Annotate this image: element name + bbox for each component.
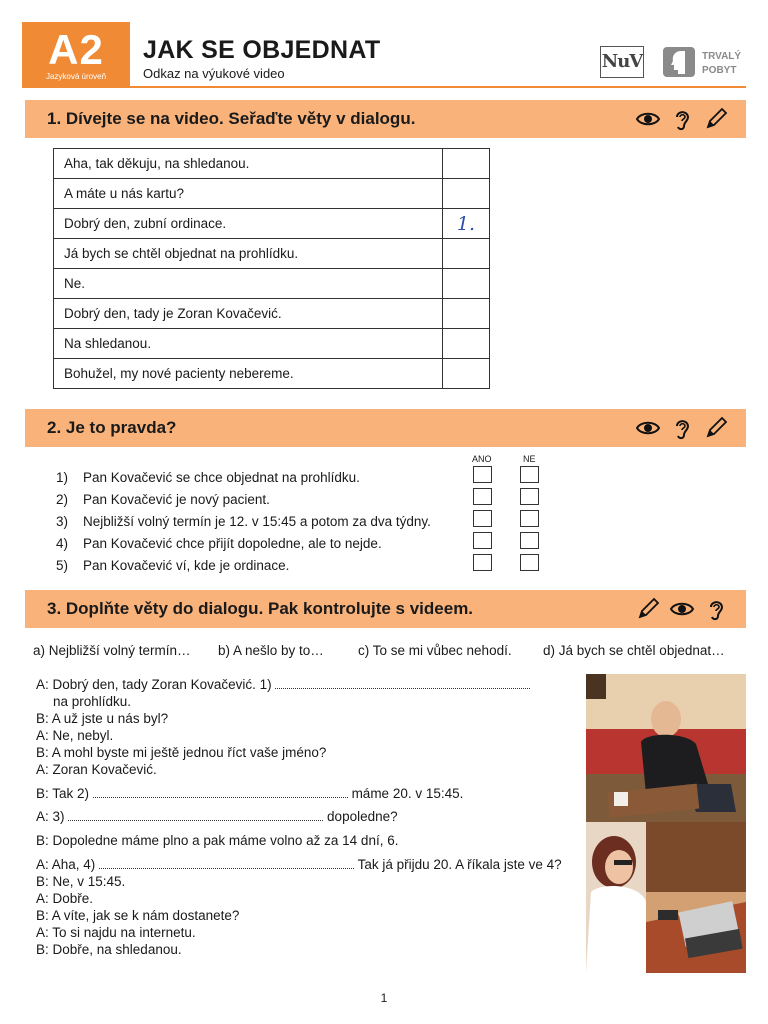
ordering-table bbox=[53, 148, 490, 389]
option-d: d) Já bych se chtěl objednat… bbox=[543, 643, 725, 658]
statement-row bbox=[56, 558, 289, 573]
table-row bbox=[54, 329, 490, 359]
table-row bbox=[54, 209, 490, 239]
dialogue-line-1 bbox=[36, 676, 530, 693]
pencil-icon bbox=[704, 416, 728, 440]
blank-1[interactable] bbox=[275, 677, 530, 689]
ear-icon bbox=[670, 107, 694, 131]
dialogue-line-11: A: Dobře. bbox=[36, 891, 94, 906]
option-c: c) To se mi vůbec nehodí. bbox=[358, 643, 512, 658]
section1-title: 1. Dívejte se na video. Seřaďte věty v dialogu. bbox=[47, 109, 416, 128]
dialogue-line-1b: na prohlídku. bbox=[53, 694, 132, 709]
dialogue-text: A: Dobrý den, tady Zoran Kovačević. 1) bbox=[36, 677, 272, 692]
dialogue-line-8: B: Dopoledne máme plno a pak máme volno až za 14 dní, 6. bbox=[36, 833, 399, 848]
sentence-cell: Dobrý den, zubní ordinace. bbox=[54, 209, 443, 239]
dialogue-line-14: B: Dobře, na shledanou. bbox=[36, 942, 182, 957]
section3-icons bbox=[636, 597, 728, 621]
statement-number: 4) bbox=[56, 536, 69, 551]
no-checkbox[interactable] bbox=[520, 532, 539, 549]
sentence-cell: Na shledanou. bbox=[54, 329, 443, 359]
blank-4[interactable] bbox=[99, 857, 354, 869]
statement-text: Pan Kovačević chce přijít dopoledne, ale to nejde. bbox=[83, 536, 382, 551]
no-checkbox[interactable] bbox=[520, 554, 539, 571]
page-title: JAK SE OBJEDNAT bbox=[143, 36, 381, 64]
order-number-cell[interactable] bbox=[443, 299, 490, 329]
section1-icons bbox=[636, 107, 728, 131]
statement-row bbox=[56, 470, 360, 485]
no-checkbox[interactable] bbox=[520, 488, 539, 505]
blank-3[interactable] bbox=[68, 809, 323, 821]
sentence-cell: A máte u nás kartu? bbox=[54, 179, 443, 209]
statement-number: 2) bbox=[56, 492, 69, 507]
statement-text: Nejbližší volný termín je 12. v 15:45 a potom za dva týdny. bbox=[83, 514, 431, 529]
table-row bbox=[54, 239, 490, 269]
section3-bar bbox=[25, 590, 746, 628]
dialogue-line-7 bbox=[36, 808, 398, 825]
yes-checkbox[interactable] bbox=[473, 532, 492, 549]
ear-icon bbox=[670, 416, 694, 440]
dialogue-text: dopoledne? bbox=[327, 809, 398, 824]
dialogue-text: B: Tak 2) bbox=[36, 786, 90, 801]
eye-icon bbox=[636, 416, 660, 440]
table-row bbox=[54, 149, 490, 179]
ear-icon bbox=[704, 597, 728, 621]
statement-text: Pan Kovačević ví, kde je ordinace. bbox=[83, 558, 290, 573]
statement-number: 3) bbox=[56, 514, 69, 529]
trvaly-pobyt-logo-icon bbox=[663, 47, 695, 77]
section3-title: 3. Doplňte věty do dialogu. Pak kontrolujte s videem. bbox=[47, 599, 474, 618]
eye-icon bbox=[636, 107, 660, 131]
yes-checkbox[interactable] bbox=[473, 510, 492, 527]
order-number-cell[interactable]: 1. bbox=[443, 209, 490, 239]
dialogue-line-10: B: Ne, v 15:45. bbox=[36, 874, 126, 889]
dialogue-line-5: A: Zoran Kovačević. bbox=[36, 762, 157, 777]
no-checkbox[interactable] bbox=[520, 466, 539, 483]
sentence-cell: Bohužel, my nové pacienty nebereme. bbox=[54, 359, 443, 389]
dialogue-text: A: 3) bbox=[36, 809, 65, 824]
table-row bbox=[54, 299, 490, 329]
table-row bbox=[54, 269, 490, 299]
sentence-cell: Já bych se chtěl objednat na prohlídku. bbox=[54, 239, 443, 269]
photo-woman-at-desk bbox=[586, 822, 746, 973]
option-a: a) Nejbližší volný termín… bbox=[33, 643, 191, 658]
sentence-cell: Aha, tak děkuju, na shledanou. bbox=[54, 149, 443, 179]
dialogue-line-3: A: Ne, nebyl. bbox=[36, 728, 114, 743]
statement-row bbox=[56, 536, 382, 551]
yes-checkbox[interactable] bbox=[473, 488, 492, 505]
level-subtitle: Jazyková úroveň bbox=[45, 72, 107, 81]
blank-2[interactable] bbox=[93, 786, 348, 798]
logo-text-line1: TRVALÝ bbox=[702, 51, 742, 62]
option-b: b) A nešlo by to… bbox=[218, 643, 324, 658]
section1-bar bbox=[25, 100, 746, 138]
dialogue-line-12: B: A víte, jak se k nám dostanete? bbox=[36, 908, 240, 923]
eye-icon bbox=[670, 597, 694, 621]
order-number-cell[interactable] bbox=[443, 359, 490, 389]
dialogue-line-4: B: A mohl byste mi ještě jednou říct vaše jméno? bbox=[36, 745, 327, 760]
sentence-cell: Ne. bbox=[54, 269, 443, 299]
no-checkbox[interactable] bbox=[520, 510, 539, 527]
order-number-cell[interactable] bbox=[443, 179, 490, 209]
dialogue-line-6 bbox=[36, 785, 463, 802]
dialogue-text: A: Aha, 4) bbox=[36, 857, 96, 872]
yes-checkbox[interactable] bbox=[473, 554, 492, 571]
statement-number: 1) bbox=[56, 470, 69, 485]
section2-title: 2. Je to pravda? bbox=[47, 418, 177, 437]
dialogue-line-2: B: A už jste u nás byl? bbox=[36, 711, 169, 726]
header-divider bbox=[22, 86, 746, 88]
order-number-cell[interactable] bbox=[443, 269, 490, 299]
level-badge bbox=[22, 22, 130, 86]
pencil-icon bbox=[704, 107, 728, 131]
sentence-cell: Dobrý den, tady je Zoran Kovačević. bbox=[54, 299, 443, 329]
statement-text: Pan Kovačević se chce objednat na prohlídku. bbox=[83, 470, 360, 485]
nuv-logo: NuV bbox=[600, 46, 644, 78]
column-no-label: NE bbox=[523, 454, 536, 464]
order-number-cell[interactable] bbox=[443, 149, 490, 179]
pencil-icon bbox=[636, 597, 660, 621]
trvaly-pobyt-logo-text bbox=[702, 50, 741, 78]
column-yes-label: ANO bbox=[472, 454, 492, 464]
level-code: A2 bbox=[48, 26, 104, 73]
page-number: 1 bbox=[380, 991, 388, 1005]
yes-checkbox[interactable] bbox=[473, 466, 492, 483]
order-number-cell[interactable] bbox=[443, 329, 490, 359]
section2-bar bbox=[25, 409, 746, 447]
statement-row bbox=[56, 492, 270, 507]
dialogue-text: Tak já přijdu 20. A říkala jste ve 4? bbox=[357, 857, 562, 872]
table-row bbox=[54, 179, 490, 209]
statement-row bbox=[56, 514, 431, 529]
table-row bbox=[54, 359, 490, 389]
logo-text-line2: POBYT bbox=[702, 65, 737, 76]
page-subtitle: Odkaz na výukové video bbox=[143, 66, 285, 81]
order-number-cell[interactable] bbox=[443, 239, 490, 269]
dialogue-line-13: A: To si najdu na internetu. bbox=[36, 925, 196, 940]
dialogue-text: máme 20. v 15:45. bbox=[351, 786, 464, 801]
photo-man-on-phone bbox=[586, 674, 746, 822]
section2-icons bbox=[636, 416, 728, 440]
statement-text: Pan Kovačević je nový pacient. bbox=[83, 492, 270, 507]
dialogue-line-9 bbox=[36, 856, 562, 873]
statement-number: 5) bbox=[56, 558, 69, 573]
